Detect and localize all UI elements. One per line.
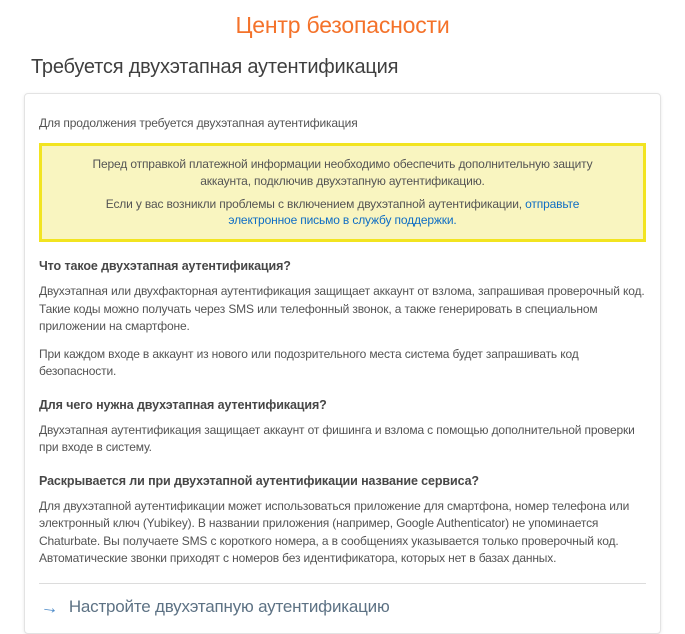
- faq-section-service-name: [39, 474, 646, 568]
- faq-paragraph: При каждом входе в аккаунт из нового или подозрительного места система будет запрашивать код безопасности.: [39, 346, 579, 379]
- faq-paragraph: Для двухэтапной аутентификации может использоваться приложение для смартфона, номер телефона или электронный ключ (Yubikey). В названии приложения (например, Google Authenticator) не упоминается Chaturbate. Вы получаете SMS с короткого номера, а в сообщениях указывается только проверочный код. Автоматические звонки приходят с номеров без идентификатора, которых нет в базах данных.: [39, 498, 630, 566]
- section-heading: Требуется двухэтапная аутентификация: [31, 56, 399, 78]
- notice-line-1: Перед отправкой платежной информации необходимо обеспечить дополнительную защиту аккаунта, подключив двухэтапную аутентификацию.: [92, 157, 593, 188]
- setup-2fa-link[interactable]: [39, 595, 390, 621]
- faq-question: Что такое двухэтапная аутентификация?: [39, 259, 291, 274]
- two-factor-required-card: [24, 93, 661, 634]
- support-email-link[interactable]: отправьте электронное письмо в службу поддержки.: [228, 196, 580, 228]
- faq-question: Раскрывается ли при двухэтапной аутентификации название сервиса?: [39, 473, 479, 488]
- setup-2fa-link-label: Настройте двухэтапную аутентификацию: [68, 596, 390, 616]
- notice-line-2-text: Если у вас возникли проблемы с включением двухэтапной аутентификации,: [105, 196, 526, 211]
- arrow-right-icon: →: [39, 595, 61, 619]
- faq-question: Для чего нужна двухэтапная аутентификация?: [39, 397, 327, 412]
- faq-section-why-2fa: [39, 398, 646, 457]
- notice-line-2: [72, 196, 613, 230]
- intro-text: Для продолжения требуется двухэтапная аутентификация: [39, 116, 358, 130]
- faq-paragraph: Двухэтапная или двухфакторная аутентификация защищает аккаунт от взлома, запрашивая проверочный код. Такие коды можно получать через SMS или телефонный звонок, а также генерировать в специальном приложении на смартфоне.: [39, 284, 645, 334]
- faq-section-what-is-2fa: [39, 259, 646, 381]
- warning-notice: [39, 143, 646, 242]
- faq-paragraph: Двухэтапная аутентификация защищает аккаунт от фишинга и взлома с помощью дополнительной проверки при входе в систему.: [39, 422, 635, 455]
- card-footer: [39, 583, 646, 621]
- page-title: Центр безопасности: [235, 12, 450, 38]
